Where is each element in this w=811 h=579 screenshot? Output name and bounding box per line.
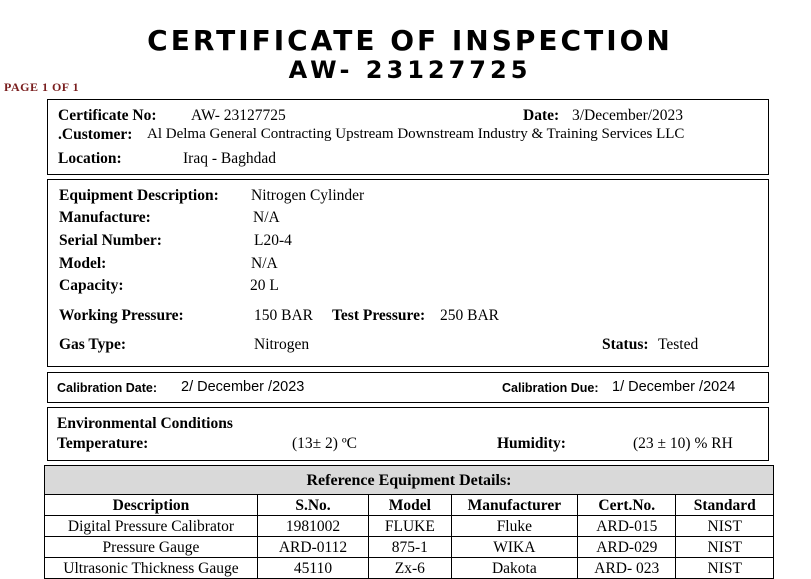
temperature-label: Temperature: — [57, 435, 149, 452]
status-label: Status: — [602, 336, 649, 353]
cell-manufacturer: Dakota — [451, 558, 578, 579]
date-label: Date: — [523, 107, 560, 124]
column-header-serial: S.No. — [257, 495, 368, 516]
cell-description: Ultrasonic Thickness Gauge — [45, 558, 258, 579]
equipment-description-label: Equipment Description: — [59, 187, 219, 204]
column-header-cert-no: Cert.No. — [578, 495, 676, 516]
cell-standard: NIST — [676, 558, 774, 579]
cell-serial: ARD-0112 — [257, 537, 368, 558]
cell-description: Pressure Gauge — [45, 537, 258, 558]
calibration-due-label: Calibration Due: — [502, 381, 599, 395]
gas-type-label: Gas Type: — [59, 336, 127, 353]
cell-standard: NIST — [676, 516, 774, 537]
cell-model: FLUKE — [369, 516, 452, 537]
column-header-manufacturer: Manufacturer — [451, 495, 578, 516]
model-value: N/A — [251, 255, 278, 272]
cell-manufacturer: Fluke — [451, 516, 578, 537]
calibration-due-value: 1/ December /2024 — [612, 379, 736, 395]
location-label: Location: — [58, 150, 122, 167]
cell-cert-no: ARD-029 — [578, 537, 676, 558]
serial-number-label: Serial Number: — [59, 232, 162, 249]
certificate-number-heading: AW- 23127725 — [288, 56, 532, 84]
table-row — [45, 537, 774, 558]
status-value: Tested — [658, 336, 699, 353]
column-header-description: Description — [45, 495, 258, 516]
document-title: CERTIFICATE OF INSPECTION — [147, 24, 673, 57]
model-label: Model: — [59, 255, 107, 272]
capacity-value: 20 L — [250, 277, 279, 294]
capacity-label: Capacity: — [59, 277, 124, 294]
cell-model: 875-1 — [369, 537, 452, 558]
humidity-value: (23 ± 10) % RH — [633, 435, 733, 452]
cell-serial: 1981002 — [257, 516, 368, 537]
serial-number-value: L20-4 — [254, 232, 292, 249]
cell-model: Zx-6 — [369, 558, 452, 579]
cell-description: Digital Pressure Calibrator — [45, 516, 258, 537]
customer-label: .Customer: — [58, 126, 133, 143]
cell-cert-no: ARD- 023 — [578, 558, 676, 579]
manufacture-label: Manufacture: — [59, 209, 151, 226]
temperature-value: (13± 2) ºC — [292, 435, 357, 452]
working-pressure-value: 150 BAR — [254, 307, 313, 324]
cell-cert-no: ARD-015 — [578, 516, 676, 537]
customer-value: Al Delma General Contracting Upstream Downstream Industry & Training Services LLC — [147, 126, 685, 142]
equipment-description-value: Nitrogen Cylinder — [251, 187, 365, 204]
column-header-model: Model — [369, 495, 452, 516]
test-pressure-label: Test Pressure: — [332, 307, 426, 324]
cert-no-value: AW- 23127725 — [191, 107, 286, 124]
date-value: 3/December/2023 — [572, 107, 684, 124]
reference-equipment-table — [44, 465, 774, 579]
table-row — [45, 558, 774, 579]
location-value: Iraq - Baghdad — [183, 150, 276, 167]
cell-manufacturer: WIKA — [451, 537, 578, 558]
table-row — [45, 516, 774, 537]
cert-no-label: Certificate No: — [58, 107, 157, 124]
test-pressure-value: 250 BAR — [440, 307, 499, 324]
calibration-date-label: Calibration Date: — [57, 381, 158, 395]
reference-table-title: Reference Equipment Details: — [45, 466, 774, 495]
humidity-label: Humidity: — [497, 435, 566, 452]
cell-serial: 45110 — [257, 558, 368, 579]
working-pressure-label: Working Pressure: — [59, 307, 184, 324]
environment-title: Environmental Conditions — [57, 415, 233, 432]
manufacture-value: N/A — [253, 209, 280, 226]
page-indicator: PAGE 1 OF 1 — [4, 80, 80, 94]
gas-type-value: Nitrogen — [254, 336, 310, 353]
calibration-date-value: 2/ December /2023 — [181, 379, 305, 395]
cell-standard: NIST — [676, 537, 774, 558]
column-header-standard: Standard — [676, 495, 774, 516]
